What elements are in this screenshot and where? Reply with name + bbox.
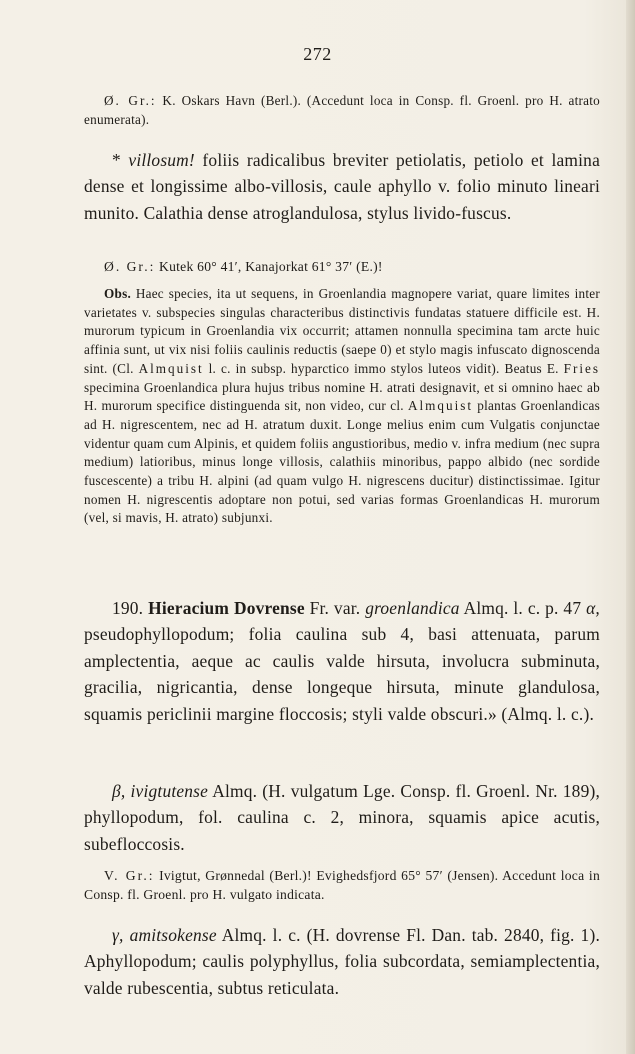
- author-name: Almquist: [407, 398, 474, 414]
- greek-letter: β,: [112, 781, 126, 801]
- paragraph-text: specimina Groenlandica plura hujus tribus nomine H. atrati designavit, et si omnino haec ab H. murorum specifice distinguenda sit, non video, cur cl.: [84, 379, 600, 414]
- paragraph-text: Almq. (H. vulgatum Lge. Consp. fl. Groenl. Nr. 189), phyllopodum, fol. caulina c. 2, minora, squamis apice acutis, subefloccosis.: [84, 781, 601, 854]
- variety-name: groenlandica: [365, 598, 460, 618]
- page-edge: [626, 0, 635, 1054]
- paragraph-text: l. c. in subsp. hyparctico immo stylos luteos vidit). Beatus E.: [203, 360, 564, 376]
- paragraph-text: K. Oskars Havn (Berl.). (Accedunt loca in Consp. fl. Groenl. pro H. atrato enumerata).: [84, 93, 601, 127]
- author-name: Fries: [563, 360, 601, 376]
- region-label: Ø. Gr.:: [104, 259, 156, 274]
- locality-paragraph-1: [84, 92, 600, 129]
- paragraph-text: foliis radicalibus breviter petiolatis, petiolo et lamina dense et longissime albo-villosis, caule aphyllo v. folio minuto lineari munito. Calathia dense atroglandulosa, stylus livido-fuscus.: [84, 150, 600, 223]
- paragraph-text: Ivigtut, Grønnedal (Berl.)! Evighedsfjord 65° 57′ (Jensen). Accedunt loca in Consp. fl. Groenl. pro H. vulgato indicata.: [84, 868, 600, 902]
- page-number: 272: [303, 44, 332, 64]
- paragraph-text: Almq. l. c. (H. dovrense Fl. Dan. tab. 2840, fig. 1). Aphyllopodum; caulis polyphyllus, folia subcordata, semiamplectentia, valde rubescentia, subtus reticulata.: [84, 925, 600, 998]
- species-number: 190.: [112, 598, 144, 618]
- variety-name: amitsokense: [123, 925, 217, 945]
- region-label: Ø. Gr.:: [104, 93, 157, 108]
- paragraph-text: pseudophyllopodum; folia caulina sub 4, basi attenuata, parum amplectentia, aeque ac caulis valde hirsuta, involucra subminuta, gracilia, nigricantia, dense longeque hirsuta, minute glandulosa, squamis periclinii margine floccosis; styli valde obscuri.» (Almq. l. c.).: [84, 624, 600, 724]
- paragraph-text: Fr. var.: [304, 598, 366, 618]
- greek-letter: α,: [586, 598, 600, 618]
- paragraph-text: Almq. l. c. p. 47: [459, 598, 587, 618]
- obs-label: Obs.: [104, 286, 132, 301]
- variety-name: ivigtutense: [125, 781, 209, 801]
- locality-paragraph-2: [84, 258, 600, 277]
- variety-gamma-paragraph: [84, 922, 600, 1001]
- genus-name: Hieracium Dovrense: [148, 598, 305, 618]
- locality-paragraph-3: [84, 867, 600, 904]
- greek-letter: γ,: [112, 925, 124, 945]
- paragraph-text: plantas Groenlandicas ad H. nigrescentem, nec ad H. atratum duxit. Longe melius enim cum Vulgatis conjunctae videntur quam cum Alpinis, et quidem foliis angustioribus, medio v. infra medium (nec supra medium) latioribus, minus longe villosis, calathiis minoribus, pappo albido (nec sordide fuscescente) a tribu H. alpini (ad quam vulgo H. nigrescens ducitur) distinctissimae. Igitur nomen H. nigrescentis adoptare non potui, sed varias formas Groenlandicas H. murorum (vel, si mavis, H. atrato) subjunxi.: [84, 398, 600, 526]
- variety-name: villosum!: [128, 150, 195, 170]
- paragraph-text: Kutek 60° 41′, Kanajorkat 61° 37′ (E.)!: [155, 259, 383, 274]
- asterisk-marker: *: [112, 150, 121, 170]
- paragraph-text: Haec species, ita ut sequens, in Groenlandia magnopere variat, quare limites inter varietates v. subspecies singulas characteribus distinctivis fundatas statuere difficile est. H. murorum typicum in Groenlandia vix occurrit; attamen nonnulla specimina tam arcte huic affinia sunt, ut vix nisi foliis caulinis reductis (saepe 0) et stylo magis infuscato dignoscenda sint. (Cl.: [84, 286, 600, 376]
- variety-beta-paragraph: [84, 778, 600, 857]
- region-label: V. Gr.:: [104, 868, 155, 883]
- author-name: Almquist: [138, 360, 204, 376]
- species-190-paragraph: [84, 595, 600, 727]
- observation-paragraph: [84, 285, 600, 528]
- variety-villosum-paragraph: [84, 147, 600, 226]
